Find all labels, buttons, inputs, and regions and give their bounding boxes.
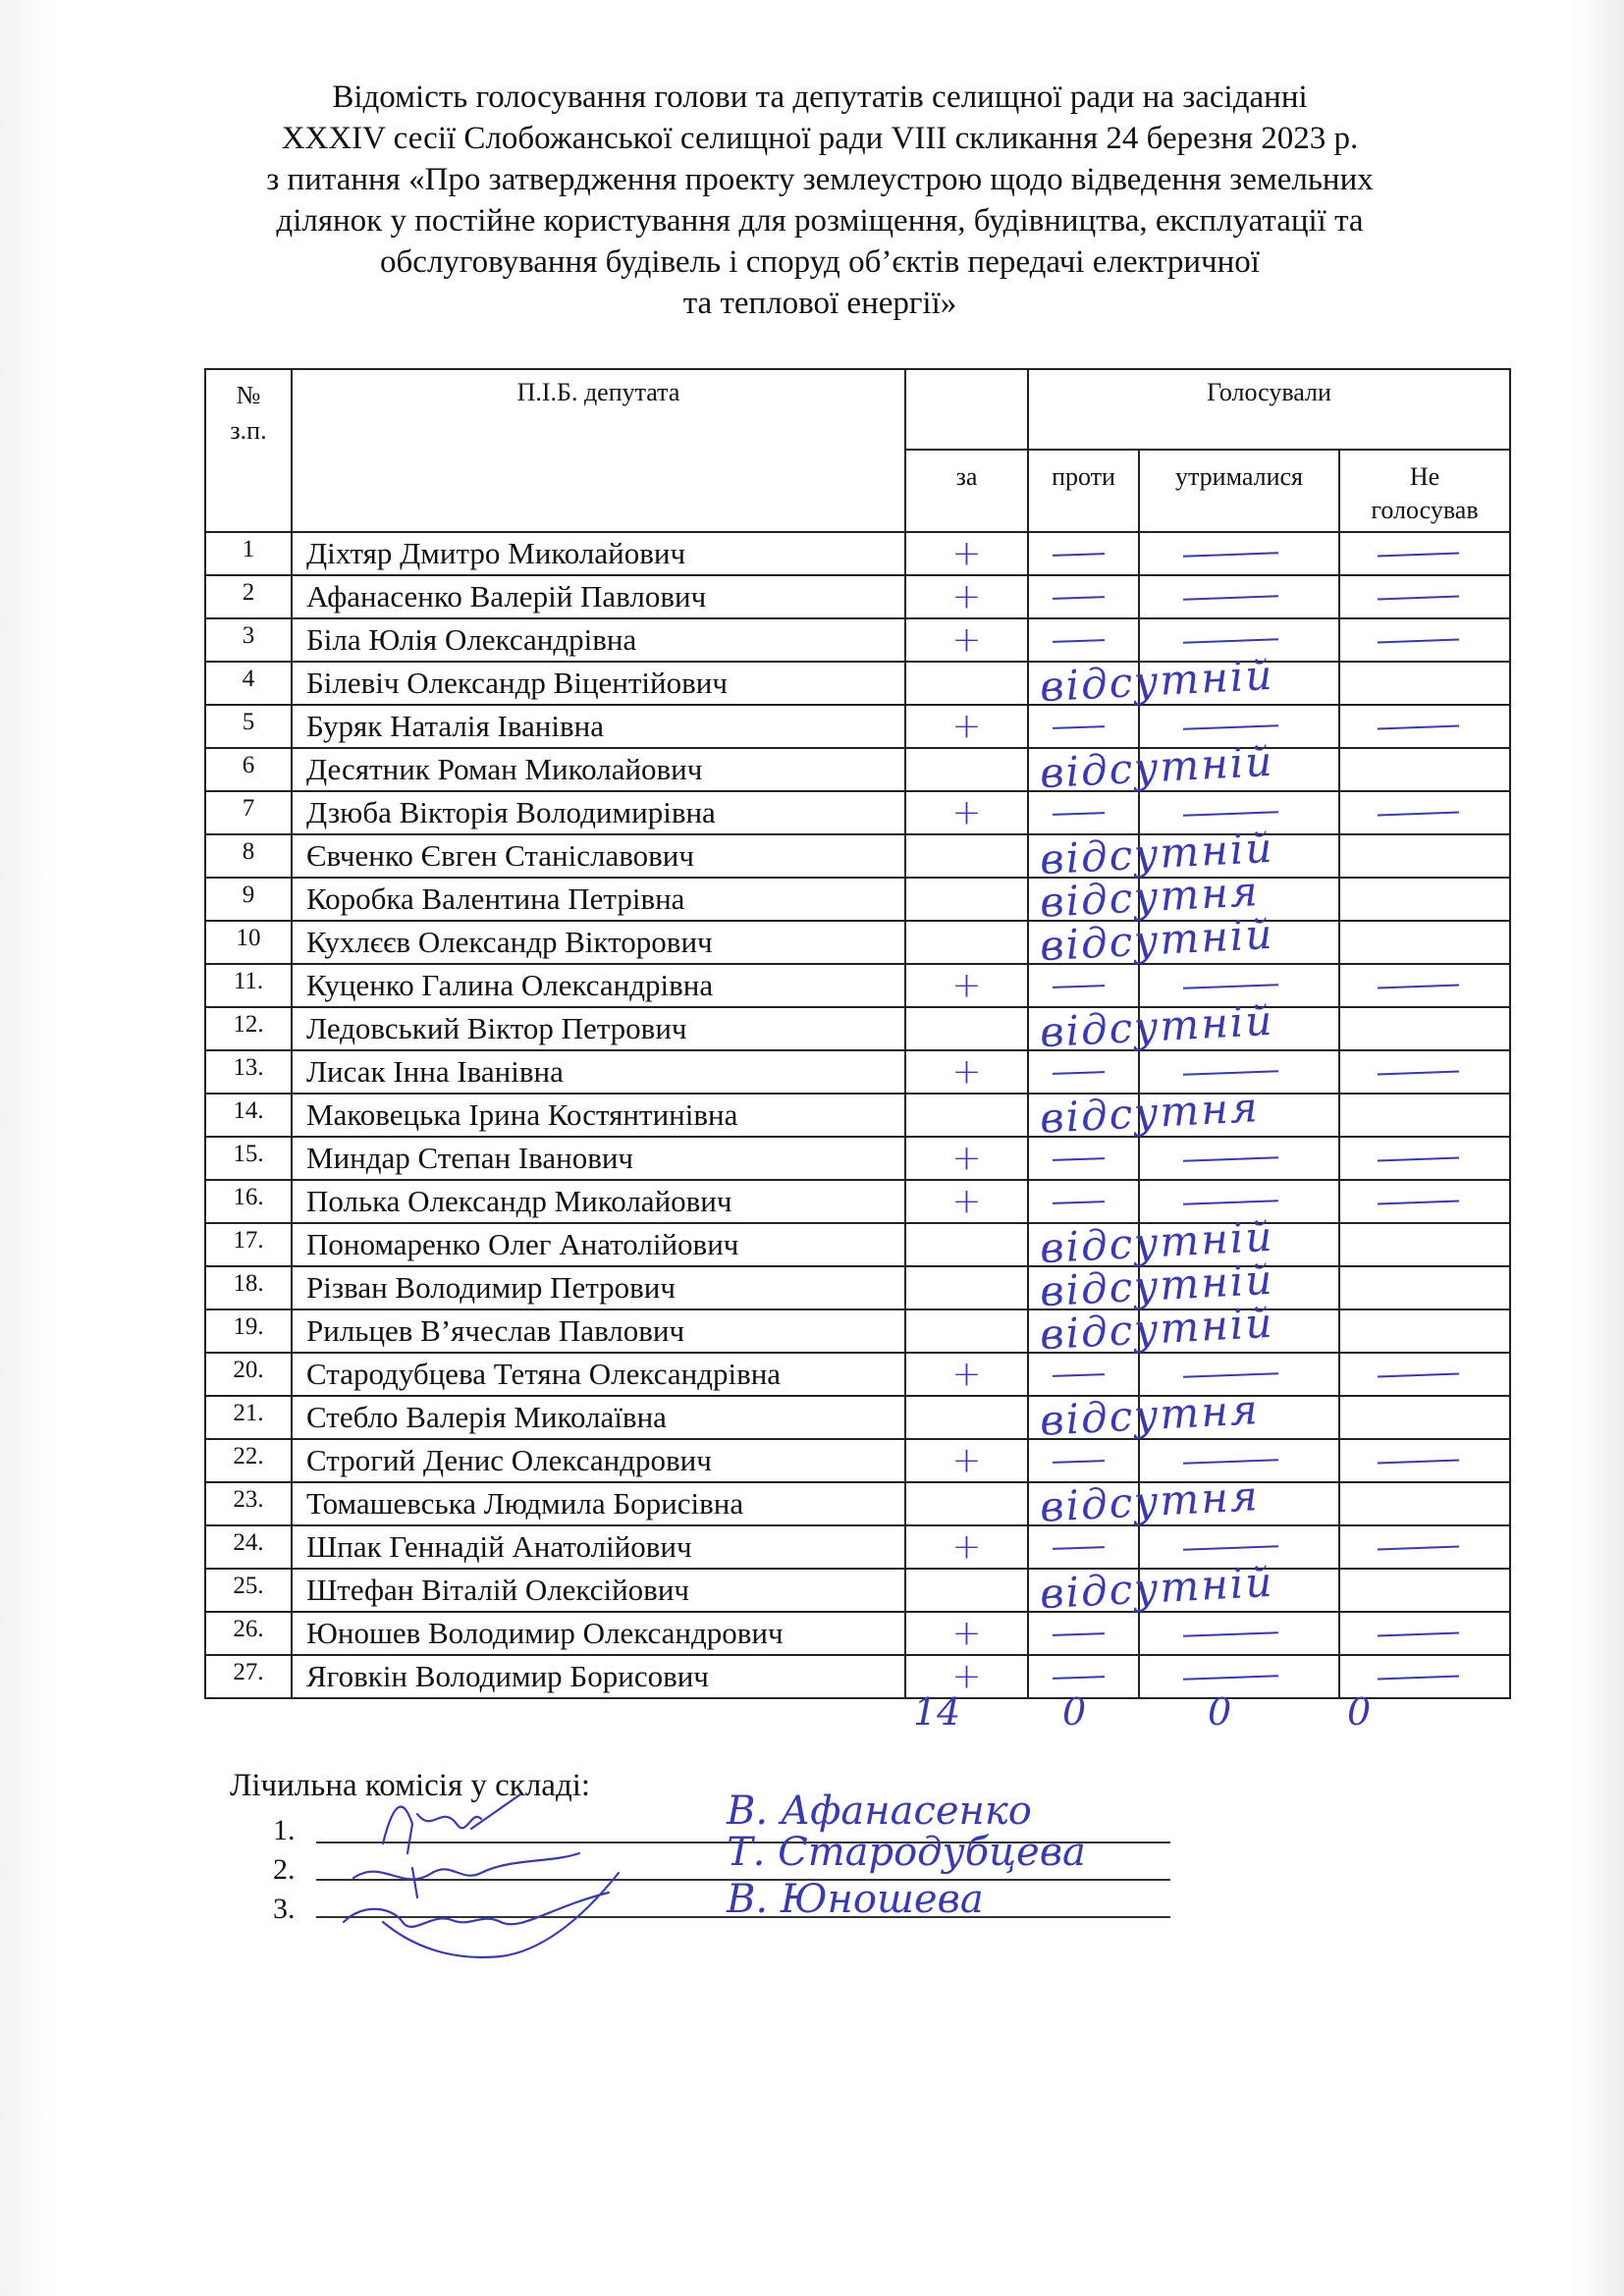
vote-not-voted-cell [1339,1482,1510,1525]
deputy-name: Лисак Інна Іванівна [292,1050,905,1094]
vote-abstained-cell [1139,1569,1339,1612]
voting-table [204,368,1511,1699]
plus-mark: + [951,619,982,661]
dash-mark [1183,1631,1278,1636]
row-number: 25. [205,1569,292,1612]
document-heading [157,77,1483,324]
row-number: 6 [205,748,292,791]
vote-not-voted-cell [1339,1569,1510,1612]
deputy-name: Пономаренко Олег Анатолійович [292,1223,905,1266]
row-number: 18. [205,1266,292,1309]
heading-line: та теплової енергії» [682,286,957,321]
vote-not-voted-cell [1339,1612,1510,1655]
table-row [205,1180,1510,1223]
commission-member-name: Т. Стародубцева [727,1830,1086,1875]
vote-for-cell [905,1612,1028,1655]
vote-against-cell [1028,705,1139,748]
vote-not-voted-cell [1339,1180,1510,1223]
dash-mark [1378,639,1459,644]
vote-abstained-cell [1139,748,1339,791]
vote-abstained-cell [1139,1007,1339,1050]
dash-mark [1053,596,1105,600]
vote-not-voted-cell [1339,791,1510,834]
dash-mark [1053,1676,1105,1680]
dash-mark [1053,1373,1105,1377]
header-not-voted [1339,450,1510,532]
vote-for-cell [905,964,1028,1007]
dash-mark [1183,1545,1278,1550]
row-number: 16. [205,1180,292,1223]
commission-member-name: В. Афанасенко [727,1789,1032,1834]
vote-against-cell [1028,575,1139,618]
row-number: 12. [205,1007,292,1050]
dash-mark [1053,639,1105,643]
vote-not-voted-cell [1339,1007,1510,1050]
vote-for-cell [905,1094,1028,1137]
dash-mark [1378,596,1459,601]
vote-for-cell [905,748,1028,791]
vote-abstained-cell [1139,1612,1339,1655]
plus-mark: + [951,1613,982,1654]
absent-note: відсутня [1038,1471,1261,1531]
row-number: 24. [205,1525,292,1569]
deputy-name: Кухлєєв Олександр Вікторович [292,921,905,964]
vote-not-voted-cell [1339,1266,1510,1309]
vote-against-cell [1028,995,1275,1057]
heading-line: XXXIV сесії Слобожанської селищної ради VIII скликання 24 березня 2023 р. [281,121,1359,156]
vote-not-voted-cell [1339,618,1510,662]
vote-against-cell [1028,1211,1275,1273]
heading-line: ділянок у постійне користування для розміщення, будівництва, експлуатації та [276,203,1364,239]
deputy-name: Миндар Степан Іванович [292,1137,905,1180]
vote-for-cell [905,1223,1028,1266]
vote-not-voted-cell [1339,748,1510,791]
vote-against-cell [1028,650,1275,712]
deputy-name: Томашевська Людмила Борисівна [292,1482,905,1525]
dash-mark [1053,1157,1105,1161]
vote-for-cell [905,1180,1028,1223]
row-number: 1 [205,532,292,575]
vote-abstained-cell [1139,1655,1339,1698]
row-number: 4 [205,662,292,705]
deputy-name: Діхтяр Дмитро Миколайович [292,532,905,575]
absent-note: відсутня [1038,1385,1261,1445]
deputy-name: Біла Юлія Олександрівна [292,618,905,662]
plus-mark: + [951,1656,982,1697]
heading-line: з питання «Про затвердження проекту землеустрою щодо відведення земельних [266,162,1374,197]
row-number: 27. [205,1655,292,1698]
row-number: 21. [205,1396,292,1439]
table-row [205,1050,1510,1094]
table-row [205,1396,1510,1439]
vote-for-cell [905,1309,1028,1353]
commission-member-number: 3. [273,1893,296,1925]
vote-against-cell [1028,1255,1275,1316]
dash-mark [1053,1071,1105,1075]
vote-not-voted-cell [1339,1094,1510,1137]
absent-note: відсутній [1038,1211,1275,1273]
deputy-name: Різван Володимир Петрович [292,1266,905,1309]
deputy-name: Шпак Геннадій Анатолійович [292,1525,905,1569]
absent-note: відсутній [1038,995,1275,1057]
plus-mark: + [951,1051,982,1093]
vote-for-cell [905,1007,1028,1050]
header-against: проти [1028,450,1139,532]
vote-for-cell [905,921,1028,964]
deputy-name: Дзюба Вікторія Володимирівна [292,791,905,834]
table-row [205,575,1510,618]
row-number: 9 [205,878,292,921]
plus-mark: + [951,1138,982,1179]
dash-mark [1378,553,1459,558]
vote-for-cell [905,1266,1028,1309]
table-row [205,1482,1510,1525]
vote-for-cell [905,1439,1028,1482]
deputy-name: Куценко Галина Олександрівна [292,964,905,1007]
deputy-name: Євченко Євген Станіславович [292,834,905,878]
vote-abstained-cell [1139,1137,1339,1180]
vote-abstained-cell [1139,1396,1339,1439]
dash-mark [1183,1675,1278,1680]
plus-mark: + [951,792,982,833]
plus-mark: + [951,1440,982,1481]
plus-mark: + [951,533,982,574]
dash-mark [1378,1201,1459,1205]
vote-not-voted-cell [1339,1223,1510,1266]
absent-note: відсутній [1038,736,1275,798]
table-row [205,1525,1510,1569]
table-row [205,878,1510,921]
deputy-name: Штефан Віталій Олексійович [292,1569,905,1612]
plus-mark: + [951,706,982,747]
dash-mark [1183,552,1278,557]
dash-mark [1183,595,1278,600]
dash-mark [1183,724,1278,729]
vote-not-voted-cell [1339,1137,1510,1180]
table-row [205,834,1510,878]
vote-for-cell [905,662,1028,705]
vote-for-cell [905,532,1028,575]
deputy-name: Стародубцева Тетяна Олександрівна [292,1353,905,1396]
dash-mark [1183,1200,1278,1204]
vote-not-voted-cell [1339,1525,1510,1569]
heading-line: Відомість голосування голови та депутатів селищної ради на засіданні [332,80,1308,115]
row-number: 8 [205,834,292,878]
deputy-name: Юношев Володимир Олександрович [292,1612,905,1655]
header-voted: Голосували [1028,369,1510,450]
vote-against-cell [1028,736,1275,798]
vote-against-cell [1028,1180,1139,1223]
dash-mark [1378,1632,1459,1637]
vote-for-cell [905,1353,1028,1396]
vote-against-cell [1028,867,1261,927]
vote-not-voted-cell [1339,532,1510,575]
row-number: 11. [205,964,292,1007]
deputy-name: Рильцев В’ячеслав Павлович [292,1309,905,1353]
voting-table-body [205,532,1510,1698]
vote-for-cell [905,1137,1028,1180]
header-empty [905,369,1028,450]
table-row [205,921,1510,964]
row-number: 10 [205,921,292,964]
deputy-name: Полька Олександр Миколайович [292,1180,905,1223]
vote-abstained-cell [1139,532,1339,575]
vote-abstained-cell [1139,1309,1339,1353]
dash-mark [1053,812,1105,816]
vote-not-voted-cell [1339,1353,1510,1396]
vote-not-voted-cell [1339,878,1510,921]
vote-abstained-cell [1139,1482,1339,1525]
dash-mark [1053,985,1105,988]
vote-not-voted-cell [1339,1050,1510,1094]
table-row [205,1094,1510,1137]
table-row [205,1309,1510,1353]
row-number: 3 [205,618,292,662]
table-row [205,705,1510,748]
vote-not-voted-cell [1339,834,1510,878]
table-row [205,1007,1510,1050]
absent-note: відсутня [1038,867,1261,927]
vote-against-cell [1028,1050,1139,1094]
dash-mark [1053,1460,1105,1464]
commission-member-number: 1. [273,1814,296,1846]
plus-mark: + [951,1181,982,1222]
deputy-name: Білевіч Олександр Віцентійович [292,662,905,705]
total-for: 14 [913,1690,961,1734]
deputy-name: Стебло Валерія Миколаївна [292,1396,905,1439]
header-number [205,369,292,532]
vote-not-voted-cell [1339,705,1510,748]
deputy-name: Ледовський Віктор Петрович [292,1007,905,1050]
vote-against-cell [1028,618,1139,662]
table-row [205,618,1510,662]
vote-not-voted-cell [1339,964,1510,1007]
vote-not-voted-cell [1339,1309,1510,1353]
header-number-label: № з.п. [230,381,267,445]
total-against: 0 [1062,1690,1087,1734]
vote-for-cell [905,834,1028,878]
vote-for-cell [905,1569,1028,1612]
dash-mark [1053,553,1105,557]
row-number: 17. [205,1223,292,1266]
dash-mark [1183,984,1278,988]
vote-against-cell [1028,791,1139,834]
table-row [205,748,1510,791]
vote-for-cell [905,878,1028,921]
commission-label: Лічильна комісія у складі: [230,1768,591,1803]
vote-for-cell [905,575,1028,618]
table-row [205,791,1510,834]
absent-note: відсутній [1038,1255,1275,1316]
dash-mark [1183,1070,1278,1075]
vote-not-voted-cell [1339,921,1510,964]
commission-member-name: В. Юношева [727,1877,984,1922]
signature-3 [344,1873,619,1957]
total-abstained: 0 [1208,1690,1232,1734]
signatures-graphic [324,1775,648,1971]
header-not-voted-label: Не голосував [1371,462,1479,524]
table-row [205,964,1510,1007]
absent-note: відсутній [1038,1298,1275,1360]
dash-mark [1378,812,1459,817]
deputy-name: Маковецька Ірина Костянтинівна [292,1094,905,1137]
vote-against-cell [1028,1525,1139,1569]
vote-against-cell [1028,1557,1275,1619]
vote-not-voted-cell [1339,662,1510,705]
vote-not-voted-cell [1339,1439,1510,1482]
vote-for-cell [905,1525,1028,1569]
dash-mark [1378,1157,1459,1162]
dash-mark [1378,1546,1459,1551]
table-row [205,1439,1510,1482]
header-for: за [905,450,1028,532]
row-number: 22. [205,1439,292,1482]
vote-against-cell [1028,532,1139,575]
absent-note: відсутній [1038,823,1275,884]
heading-line: обслуговування будівель і споруд об’єктів передачі електричної [380,244,1260,280]
total-not-voted: 0 [1347,1690,1372,1734]
plus-mark: + [951,576,982,617]
vote-against-cell [1028,823,1275,884]
dash-mark [1053,725,1105,729]
header-abstained: утрималися [1139,450,1339,532]
dash-mark [1378,985,1459,989]
table-row [205,532,1510,575]
vote-against-cell [1028,1612,1139,1655]
table-row [205,1569,1510,1612]
dash-mark [1053,1546,1105,1550]
vote-against-cell [1028,1385,1261,1445]
plus-mark: + [951,1526,982,1568]
vote-not-voted-cell [1339,575,1510,618]
row-number: 5 [205,705,292,748]
vote-abstained-cell [1139,575,1339,618]
row-number: 19. [205,1309,292,1353]
row-number: 14. [205,1094,292,1137]
deputy-name: Буряк Наталія Іванівна [292,705,905,748]
deputy-name: Афанасенко Валерій Павлович [292,575,905,618]
table-row [205,1266,1510,1309]
vote-against-cell [1028,1353,1139,1396]
vote-against-cell [1028,1471,1261,1531]
dash-mark [1183,1459,1278,1464]
plus-mark: + [951,965,982,1006]
vote-for-cell [905,1396,1028,1439]
row-number: 23. [205,1482,292,1525]
vote-against-cell [1028,964,1139,1007]
commission-member-number: 2. [273,1853,296,1886]
vote-abstained-cell [1139,1094,1339,1137]
dash-mark [1378,1460,1459,1465]
vote-against-cell [1028,909,1275,971]
signature-1 [383,1794,520,1853]
deputy-name: Десятник Роман Миколайович [292,748,905,791]
vote-against-cell [1028,1439,1139,1482]
row-number: 15. [205,1137,292,1180]
vote-not-voted-cell [1339,1396,1510,1439]
vote-for-cell [905,1482,1028,1525]
deputy-name: Коробка Валентина Петрівна [292,878,905,921]
vote-against-cell [1028,1137,1139,1180]
signature-2 [353,1853,579,1897]
dash-mark [1378,725,1459,730]
dash-mark [1183,1372,1278,1377]
dash-mark [1053,1632,1105,1636]
dash-mark [1183,638,1278,643]
deputy-name: Строгий Денис Олександрович [292,1439,905,1482]
vote-against-cell [1028,1298,1275,1360]
header-name: П.І.Б. депутата [292,369,905,532]
dash-mark [1183,811,1278,816]
absent-note: відсутній [1038,1557,1275,1619]
dash-mark [1183,1156,1278,1161]
absent-note: відсутній [1038,909,1275,971]
dash-mark [1378,1373,1459,1378]
vote-for-cell [905,705,1028,748]
absent-note: відсутня [1038,1083,1261,1143]
table-row [205,662,1510,705]
vote-against-cell [1028,1083,1261,1143]
table-row [205,1655,1510,1698]
vote-abstained-cell [1139,662,1339,705]
table-row [205,1137,1510,1180]
deputy-name: Яговкін Володимир Борисович [292,1655,905,1698]
row-number: 2 [205,575,292,618]
row-number: 26. [205,1612,292,1655]
row-number: 20. [205,1353,292,1396]
vote-for-cell [905,791,1028,834]
table-row [205,1612,1510,1655]
table-row [205,1223,1510,1266]
plus-mark: + [951,1354,982,1395]
vote-abstained-cell [1139,921,1339,964]
vote-for-cell [905,1050,1028,1094]
dash-mark [1378,1071,1459,1076]
absent-note: відсутній [1038,650,1275,712]
dash-mark [1053,1201,1105,1204]
dash-mark [1378,1676,1459,1681]
row-number: 13. [205,1050,292,1094]
row-number: 7 [205,791,292,834]
table-row [205,1353,1510,1396]
vote-for-cell [905,618,1028,662]
